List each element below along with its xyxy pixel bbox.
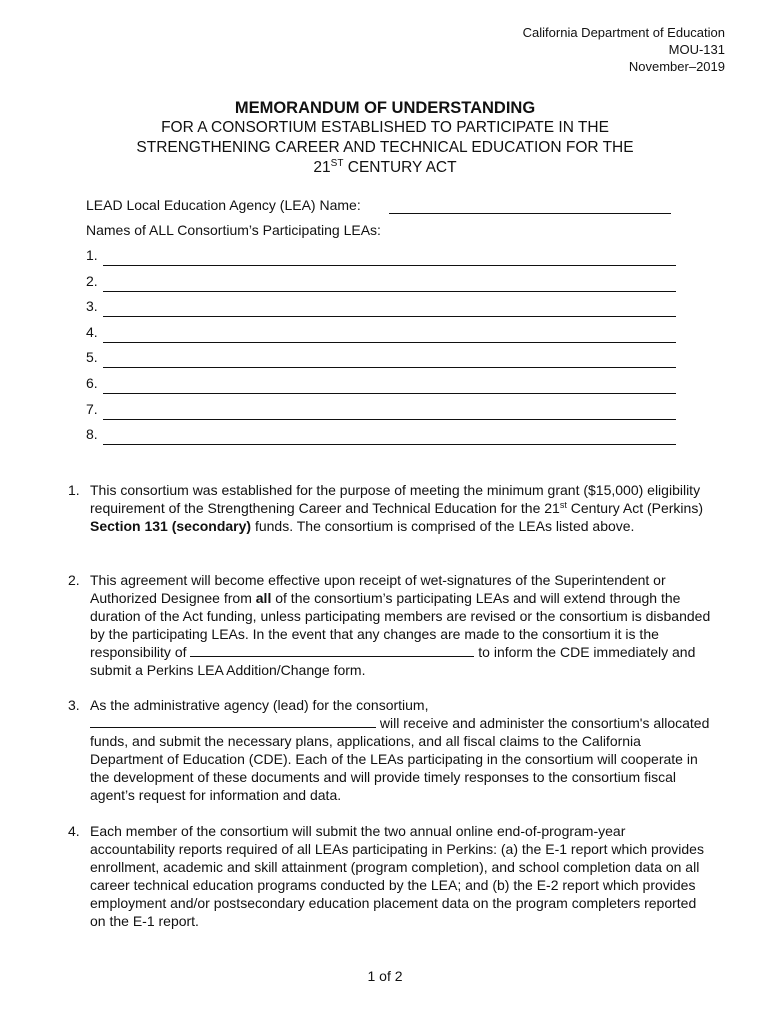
- lea-number: 8.: [86, 426, 98, 443]
- paragraph-text: [90, 481, 713, 535]
- document-title: [0, 98, 770, 178]
- p1-text-c: funds. The consortium is comprised of the LEAs listed above.: [251, 518, 635, 534]
- lea-number: 5.: [86, 349, 98, 366]
- participating-lea-item: [86, 244, 676, 270]
- lea-number: 3.: [86, 298, 98, 315]
- responsible-lea-field[interactable]: [190, 643, 474, 657]
- lea-number: 6.: [86, 374, 98, 391]
- paragraph-number: 1.: [68, 482, 80, 498]
- administrative-agency-field[interactable]: [90, 714, 376, 728]
- paragraph-2: [68, 571, 713, 679]
- document-header: [523, 24, 725, 75]
- paragraph-text: Each member of the consortium will submit the two annual online end-of-program-year accountability reports required of all LEAs participating in Perkins: (a) the E-1 report which provides enrollment, academic and skill attainment (program completion), and school completion data on all career technical education programs conducted by the LEA; and (b) the E-2 report which provides employment and/or postsecondary education placement data on the program completers reported on the E-1 report.: [90, 823, 704, 929]
- p2-text-c: to inform the CDE immediately and submit a Perkins LEA Addition/Change form.: [90, 644, 696, 678]
- lea-number: 4.: [86, 323, 98, 340]
- paragraph-number: 2.: [68, 572, 80, 588]
- paragraph-number: 4.: [68, 823, 80, 839]
- p1-text-b: Century Act (Perkins): [566, 500, 703, 516]
- form-id: MOU-131: [668, 42, 725, 57]
- form-date: November–2019: [628, 59, 725, 74]
- paragraph-number: 3.: [68, 697, 80, 713]
- lea-name-field[interactable]: [103, 393, 676, 394]
- lea-number: 1.: [86, 247, 98, 263]
- lea-name-field[interactable]: [103, 367, 676, 368]
- paragraph-text: [90, 571, 713, 679]
- participating-leas-label: Names of ALL Consortium’s Participating LEAs:: [86, 222, 381, 238]
- lea-name-field[interactable]: [103, 444, 676, 445]
- title-line-3-suffix: CENTURY ACT: [343, 159, 457, 176]
- paragraph-1: [68, 481, 713, 535]
- participating-lea-list: [86, 244, 676, 449]
- p3-text-b: will receive and administer the consortium's allocated funds, and submit the necessary plans, applications, and all fiscal claims to the California Department of Education (CDE). Each of the LEAs participating in the consortium will cooperate in the development of these documents and will provide timely responses to the consortium fiscal agent’s request for information and data.: [90, 715, 710, 803]
- lead-lea-label: LEAD Local Education Agency (LEA) Name:: [86, 197, 361, 213]
- page-number: 1 of 2: [367, 968, 403, 984]
- p2-bold: all: [255, 590, 272, 606]
- participating-lea-item: [86, 372, 676, 398]
- participating-lea-item: [86, 398, 676, 424]
- participating-lea-item: [86, 423, 676, 449]
- p1-bold: Section 131 (secondary): [90, 518, 252, 534]
- lea-number: 2.: [86, 272, 98, 289]
- p2-text-b: of the consortium’s participating LEAs and will extend through the duration of the Act funding, unless participating members are revised or the consortium is disbanded by the participating LEAs. In the event that any changes are made to the consortium it is the responsibility of: [90, 590, 711, 660]
- lea-name-field[interactable]: [103, 342, 676, 343]
- p1-text-a: This consortium was established for the purpose of meeting the minimum grant ($15,000) eligibility requirement of the Strengthening Career and Technical Education for the 21: [90, 482, 701, 516]
- title-line-3-sup: ST: [330, 158, 344, 169]
- title-line-3-prefix: 21: [313, 159, 331, 176]
- participating-lea-item: [86, 295, 676, 321]
- title-line-3: [0, 158, 770, 178]
- paragraph-text: [90, 696, 713, 804]
- p1-sup: st: [559, 500, 567, 510]
- participating-lea-item: [86, 270, 676, 296]
- title-main: MEMORANDUM OF UNDERSTANDING: [234, 99, 536, 117]
- p3-text-a: As the administrative agency (lead) for the consortium,: [90, 697, 429, 713]
- title-line-2: STRENGTHENING CAREER AND TECHNICAL EDUCATION FOR THE: [136, 139, 634, 156]
- participating-lea-item: [86, 346, 676, 372]
- paragraph-4: [68, 822, 713, 930]
- title-line-1: FOR A CONSORTIUM ESTABLISHED TO PARTICIPATE IN THE: [161, 119, 609, 136]
- lead-lea-name-field[interactable]: [389, 213, 671, 214]
- agency-name: California Department of Education: [522, 25, 725, 40]
- lea-name-field[interactable]: [103, 419, 676, 420]
- lea-number: 7.: [86, 400, 98, 417]
- lea-name-field[interactable]: [103, 265, 676, 266]
- paragraph-3: [68, 696, 713, 804]
- p2-text-a: This agreement will become effective upon receipt of wet-signatures of the Superintendent or Authorized Designee from: [90, 572, 666, 606]
- lea-name-field[interactable]: [103, 316, 676, 317]
- participating-lea-item: [86, 321, 676, 347]
- lea-name-field[interactable]: [103, 291, 676, 292]
